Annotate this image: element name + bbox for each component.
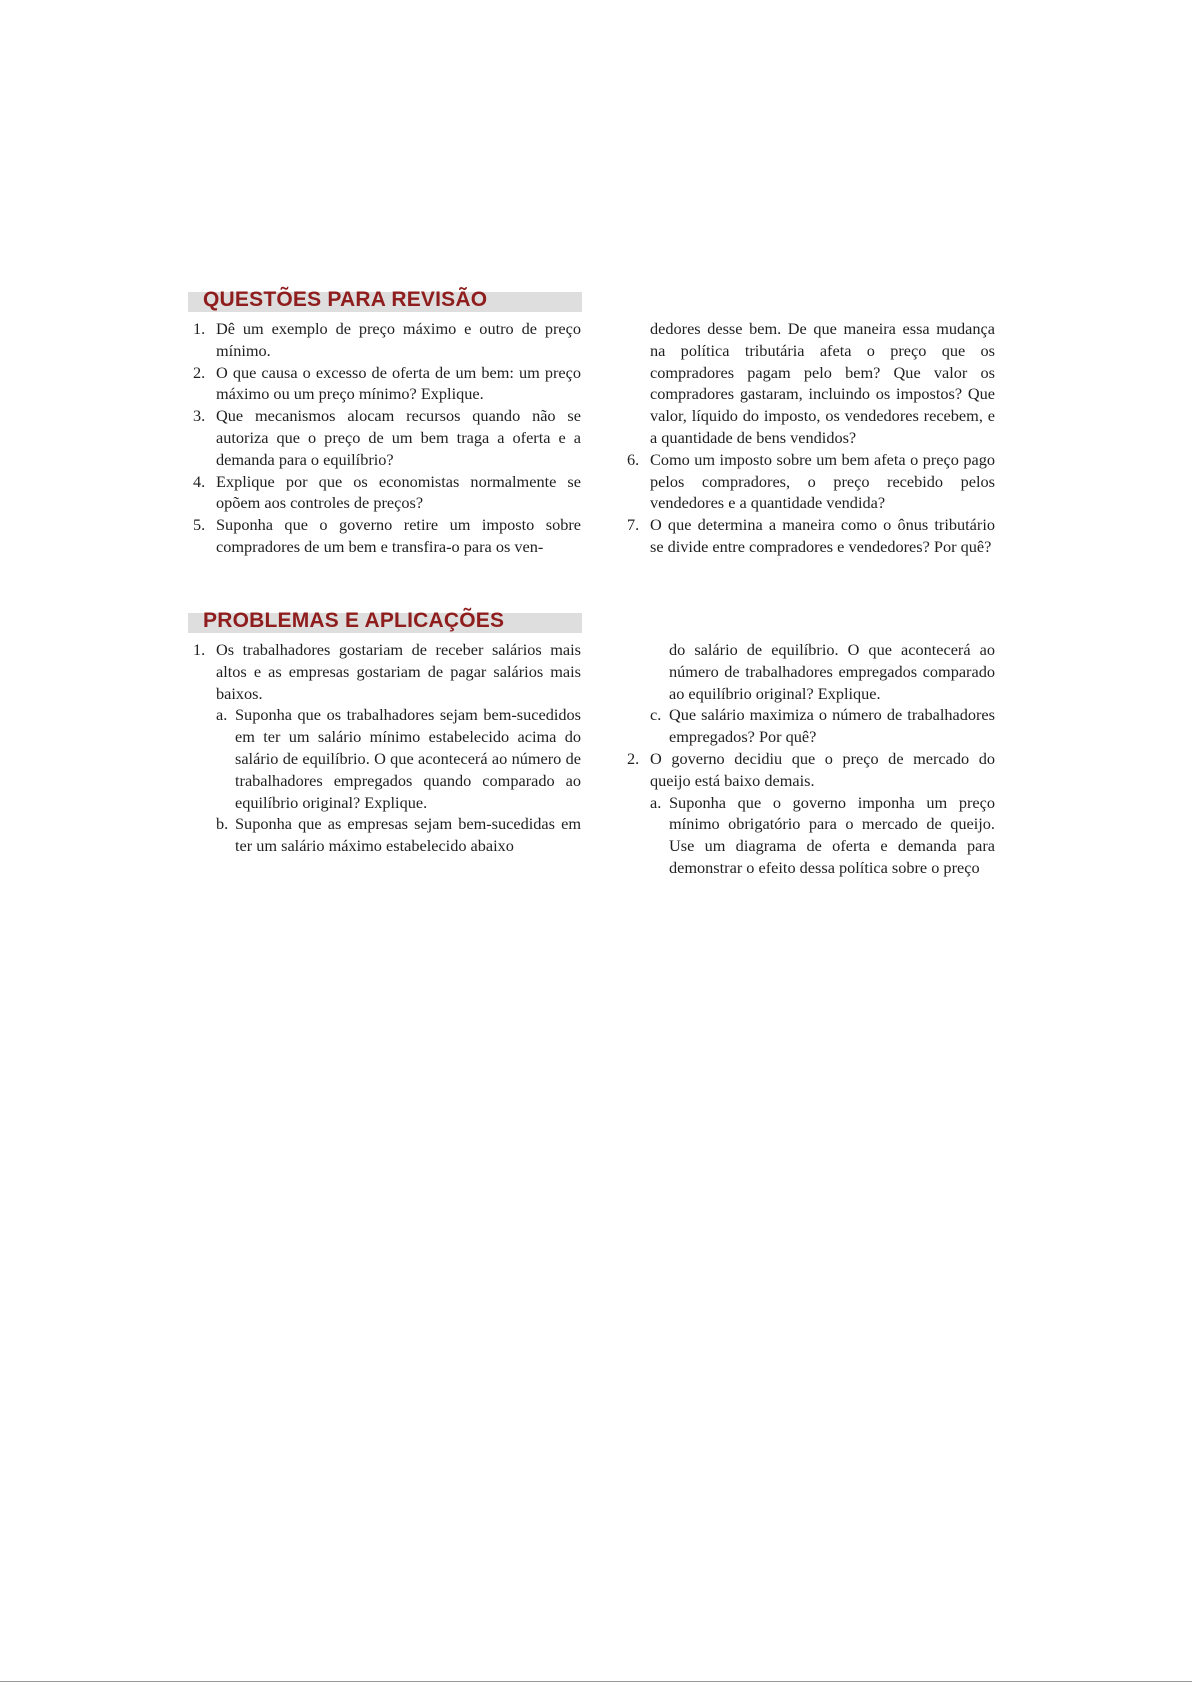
item-text: O governo decidiu que o preço de mercado do queijo está baixo demais. — [650, 748, 995, 790]
sub-list-item — [216, 704, 581, 813]
item-number: 7. — [627, 515, 640, 535]
item-text: Como um imposto sobre um bem afeta o preço pago pelos compradores, o preço recebido pelos vendedores e a quantidade vendida? — [650, 449, 995, 513]
review-questions-left-column — [193, 318, 581, 558]
sub-item-text: Suponha que os trabalhadores sejam bem-sucedidos em ter um salário mínimo estabelecido acima do salário de equilíbrio. O que acontecerá ao número de trabalhadores empregados quando comparado ao equilíbrio original? Explique. — [235, 705, 581, 812]
list-item — [193, 471, 581, 515]
sub-list-item — [650, 704, 995, 748]
item-text: O que determina a maneira como o ônus tributário se divide entre compradores e vendedores? Por quê? — [650, 515, 995, 556]
item-number: 4. — [193, 471, 206, 491]
item-continuation: dedores desse bem. De que maneira essa mudança na política tributária afeta o preço que os compradores pagam pelo bem? Que valor os compradores gastaram, incluindo os impostos? Que valor, líquido do imposto, os vendedores recebem, e a quantidade de bens vendidos? — [650, 319, 995, 447]
sub-item-letter: c. — [650, 705, 662, 725]
list-item — [193, 639, 581, 704]
section-title: QUESTÕES PARA REVISÃO — [203, 288, 488, 311]
sub-item-letter: a. — [650, 792, 662, 812]
section-title: PROBLEMAS E APLICAÇÕES — [203, 609, 505, 632]
sub-item-letter: a. — [216, 705, 228, 725]
sub-item-text: Suponha que as empresas sejam bem-sucedidas em ter um salário máximo estabelecido abaixo — [235, 814, 581, 856]
item-text: Dê um exemplo de preço máximo e outro de preço mínimo. — [216, 319, 581, 360]
item-number: 6. — [627, 449, 640, 469]
sub-item-text: Suponha que o governo imponha um preço mínimo obrigatório para o mercado de queijo. Use um diagrama de oferta e demanda para demonstrar o efeito dessa política sobre o preço — [669, 792, 995, 877]
list-item — [193, 514, 581, 558]
problems-applications-heading — [188, 609, 582, 633]
review-questions-heading — [188, 288, 582, 312]
list-item — [193, 405, 581, 470]
item-text: O que causa o excesso de oferta de um bem: um preço máximo ou um preço mínimo? Explique. — [216, 362, 581, 404]
item-number: 2. — [627, 748, 640, 768]
problems-right-column — [627, 639, 995, 879]
item-text: Os trabalhadores gostariam de receber salários mais altos e as empresas gostariam de pagar salários mais baixos. — [216, 640, 581, 703]
sub-item-letter: b. — [216, 814, 229, 834]
list-item — [193, 362, 581, 406]
item-text: Que mecanismos alocam recursos quando não se autoriza que o preço de um bem traga a oferta e a demanda para o equilíbrio? — [216, 406, 581, 469]
item-number: 3. — [193, 406, 206, 426]
item-text: Suponha que o governo retire um imposto sobre compradores de um bem e transfira-o para os ven- — [216, 515, 581, 556]
item-text: Explique por que os economistas normalmente se opõem aos controles de preços? — [216, 471, 581, 513]
item-number: 1. — [193, 319, 206, 338]
list-item — [193, 318, 581, 362]
sub-item-text: Que salário maximiza o número de trabalhadores empregados? Por quê? — [669, 705, 995, 747]
item-number: 2. — [193, 362, 206, 382]
page-bottom-rule — [0, 1681, 1192, 1682]
list-item — [627, 514, 995, 558]
sub-list-item — [650, 792, 995, 879]
list-item — [627, 449, 995, 514]
item-number: 1. — [193, 640, 206, 659]
problems-left-column — [193, 639, 581, 857]
sub-list-item — [216, 813, 581, 857]
list-item — [627, 748, 995, 792]
review-questions-right-column — [627, 318, 995, 558]
sub-item-continuation: do salário de equilíbrio. O que acontecerá ao número de trabalhadores empregados comparado ao equilíbrio original? Explique. — [669, 640, 995, 703]
item-number: 5. — [193, 515, 206, 535]
